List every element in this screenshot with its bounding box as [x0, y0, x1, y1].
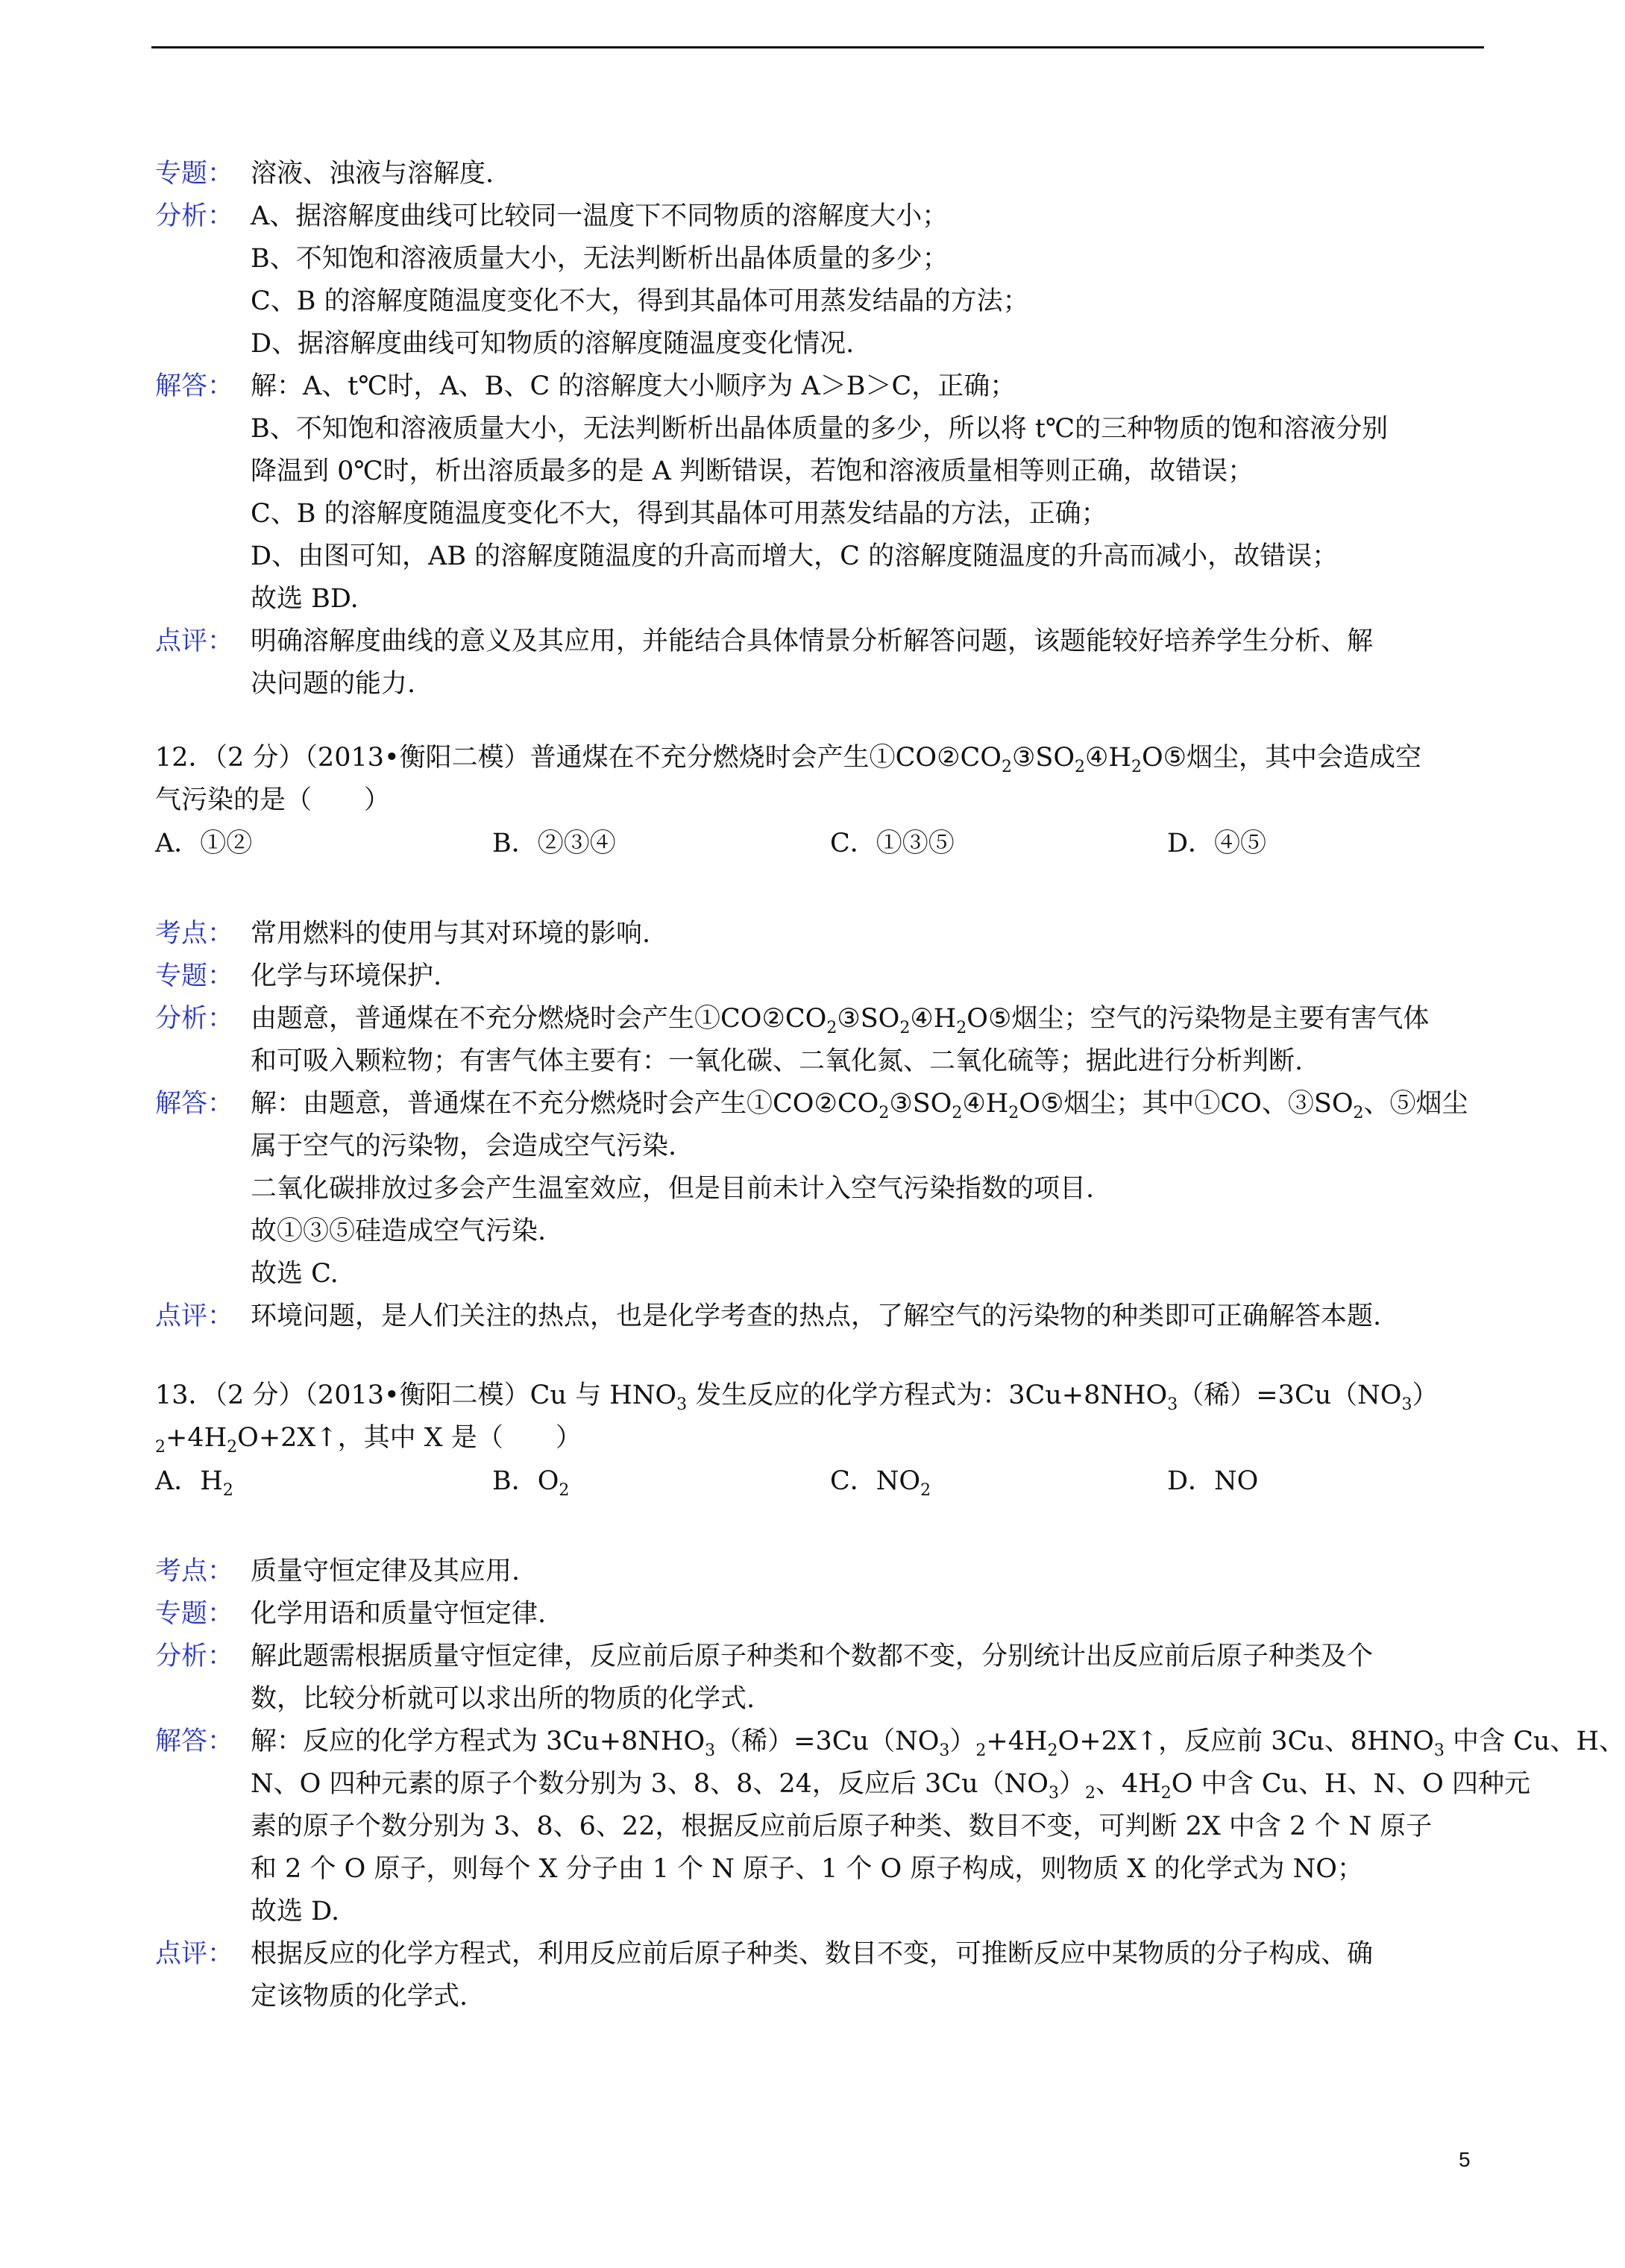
text-line: 化学与环境保护. [251, 961, 442, 991]
text-line: 根据反应的化学方程式，利用反应前后原子种类、数目不变，可推断反应中某物质的分子构成、确 [251, 1939, 1374, 1969]
solution-text [251, 621, 1490, 706]
text-line: 定该物质的化学式. [251, 1982, 468, 2011]
text-line: 解此题需根据质量守恒定律，反应前后原子种类和个数都不变，分别统计出反应前后原子种类及个 [251, 1642, 1374, 1671]
text-line: 溶液、浊液与溶解度. [251, 159, 494, 189]
text-line: 故选 D. [251, 1897, 340, 1926]
text-line: 质量守恒定律及其应用. [251, 1556, 521, 1586]
question-stem-line: $_2+4H_2O+2X↑$，其中 X 是（ ） [155, 1423, 582, 1457]
answer-label: 解答： [155, 1727, 234, 1756]
solution-item [155, 153, 1490, 195]
topic-label: 专题： [155, 961, 234, 991]
solution-item [155, 621, 1490, 706]
solution-item [155, 1083, 1490, 1295]
solution-text [251, 365, 1490, 621]
solution-text [251, 1593, 1490, 1636]
answer-label: 解答： [155, 1089, 234, 1119]
point-label: 考点： [155, 919, 234, 949]
solution-item [155, 1295, 1490, 1338]
solution-item [155, 1933, 1490, 2018]
solution-text [251, 1551, 1490, 1593]
solution-item [155, 1593, 1490, 1636]
solution-item [155, 1551, 1490, 1593]
solution-text [251, 1083, 1490, 1295]
text-line: B、不知饱和溶液质量大小，无法判断析出晶体质量的多少； [251, 244, 949, 274]
text-line: 常用燃料的使用与其对环境的影响. [251, 919, 651, 949]
text-line: 数，比较分析就可以求出所的物质的化学式. [251, 1684, 755, 1714]
text-line: N、O 四种元素的原子个数分别为 3、8、8、24，反应后 $3Cu(NO_3)_2$、$4H_2O$ 中含 Cu、H、N、O 四种元 [251, 1769, 1530, 1803]
solution-text [251, 955, 1490, 998]
answer-option: A．$H_2$ [155, 1466, 233, 1500]
solution-item [155, 1636, 1490, 1721]
solution-text [251, 998, 1490, 1083]
comment-label: 点评： [155, 626, 234, 656]
text-line: 属于空气的污染物，会造成空气污染. [251, 1131, 677, 1161]
question-stem-line: 气污染的是（ ） [155, 785, 391, 815]
question-stem-line: 12．（2 分）（2013•衡阳二模）普通煤在不充分燃烧时会产生$①CO②CO_2③SO_2④H_2O⑤$烟尘，其中会造成空 [155, 743, 1422, 776]
text-line: D、据溶解度曲线可知物质的溶解度随温度变化情况. [251, 329, 855, 359]
solution-item [155, 1721, 1625, 1933]
solution-text [251, 153, 1490, 195]
text-line: D、由图可知，AB 的溶解度随温度的升高而增大，C 的溶解度随温度的升高而减小，故错误； [251, 541, 1339, 571]
answer-label: 解答： [155, 371, 234, 401]
text-line: 二氧化碳排放过多会产生温室效应，但是目前未计入空气污染指数的项目. [251, 1174, 1095, 1204]
point-label: 考点： [155, 1556, 234, 1586]
answer-option: D．④⑤ [1167, 829, 1267, 858]
text-line: 故①③⑤硅造成空气污染. [251, 1216, 547, 1246]
comment-label: 点评： [155, 1939, 234, 1969]
answer-option: C．$NO_2$ [830, 1466, 931, 1500]
answer-option: C．①③⑤ [830, 829, 955, 858]
text-line: A、据溶解度曲线可比较同一温度下不同物质的溶解度大小； [251, 201, 949, 231]
answer-option: D．NO [1167, 1466, 1259, 1496]
solution-text [251, 913, 1490, 955]
text-line: 解：A、t℃时，A、B、C 的溶解度大小顺序为 A＞B＞C，正确； [251, 371, 1016, 401]
text-line: C、B 的溶解度随温度变化不大，得到其晶体可用蒸发结晶的方法，正确； [251, 499, 1107, 529]
solution-text [251, 1295, 1490, 1338]
topic-label: 专题： [155, 159, 234, 189]
text-line: 明确溶解度曲线的意义及其应用，并能结合具体情景分析解答问题，该题能较好培养学生分析、解 [251, 626, 1374, 656]
text-line: 化学用语和质量守恒定律. [251, 1599, 547, 1629]
answer-option: B．$O_2$ [492, 1466, 570, 1500]
solution-item [155, 913, 1490, 955]
text-line: 降温到 0℃时，析出溶质最多的是 A 判断错误，若饱和溶液质量相等则正确，故错误； [251, 456, 1254, 486]
answer-option: B．②③④ [492, 829, 616, 858]
solution-text [251, 1721, 1625, 1933]
text-line: 和 2 个 O 原子，则每个 X 分子由 1 个 N 原子、1 个 O 原子构成，则物质 X 的化学式为 NO； [251, 1854, 1363, 1884]
text-line: 故选 C. [251, 1259, 339, 1289]
solution-text [251, 195, 1490, 365]
topic-label: 专题： [155, 1599, 234, 1629]
text-line: 解：反应的化学方程式为 $3Cu+8NHO_3$（稀）$=3Cu(NO_3)_2+4H_2O+2X↑$，反应前 3Cu、$8HNO_3$ 中含 Cu、H、 [251, 1727, 1625, 1760]
question-stem-line: 13．（2 分）（2013•衡阳二模）Cu 与 $HNO_3$ 发生反应的化学方程式为：$3Cu+8NHO_3$（稀）$=3Cu(NO_3)$ [155, 1380, 1439, 1414]
solution-item [155, 365, 1490, 621]
text-line: 故选 BD. [251, 584, 359, 614]
text-line: C、B 的溶解度随温度变化不大，得到其晶体可用蒸发结晶的方法； [251, 286, 1029, 316]
solution-item [155, 998, 1490, 1083]
answer-option: A．①② [155, 829, 253, 858]
analysis-label: 分析： [155, 201, 234, 231]
analysis-label: 分析： [155, 1642, 234, 1671]
text-line: 解：由题意，普通煤在不充分燃烧时会产生$①CO②CO_2③SO_2④H_2O⑤$烟尘；其中①CO、$③SO_2$、⑤烟尘 [251, 1089, 1468, 1122]
comment-label: 点评： [155, 1301, 234, 1331]
solution-item [155, 955, 1490, 998]
text-line: 环境问题，是人们关注的热点，也是化学考查的热点，了解空气的污染物的种类即可正确解答本题. [251, 1301, 1382, 1331]
solution-item [155, 195, 1490, 365]
text-line: B、不知饱和溶液质量大小，无法判断析出晶体质量的多少，所以将 t℃的三种物质的饱和溶液分别 [251, 414, 1389, 444]
text-line: 和可吸入颗粒物；有害气体主要有：一氧化碳、二氧化氮、二氧化硫等；据此进行分析判断. [251, 1046, 1304, 1076]
text-line: 决问题的能力. [251, 669, 416, 699]
page-number: 5 [1459, 2148, 1471, 2171]
solution-text [251, 1636, 1490, 1721]
solution-text [251, 1933, 1490, 2018]
text-line: 素的原子个数分别为 3、8、6、22，根据反应前后原子种类、数目不变，可判断 2X 中含 2 个 N 原子 [251, 1812, 1433, 1841]
text-line: 由题意，普通煤在不充分燃烧时会产生$①CO②CO_2③SO_2④H_2O⑤$烟尘；空气的污染物是主要有害气体 [251, 1004, 1430, 1037]
analysis-label: 分析： [155, 1004, 234, 1034]
